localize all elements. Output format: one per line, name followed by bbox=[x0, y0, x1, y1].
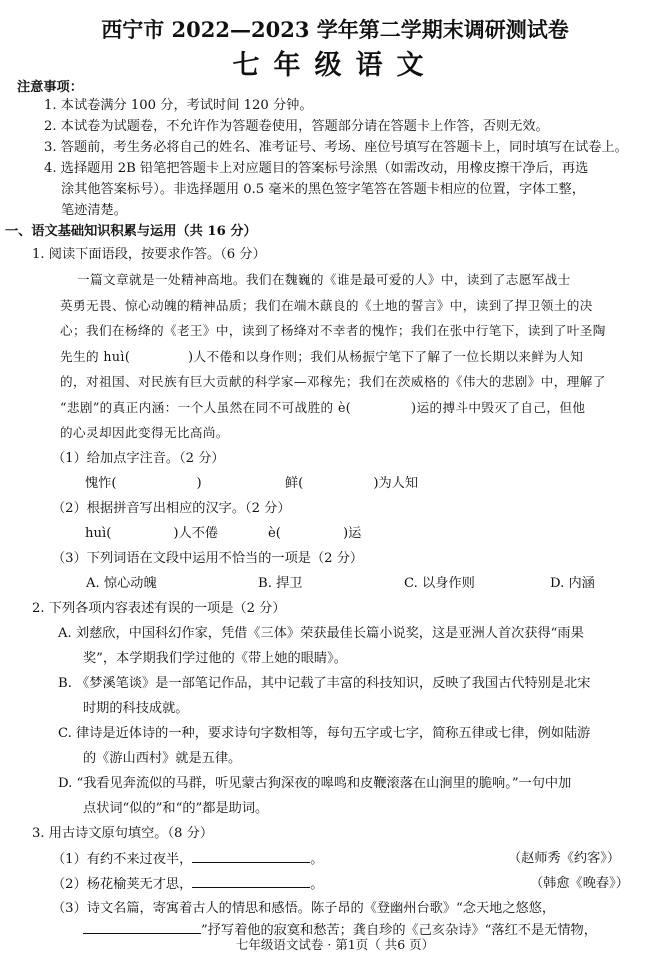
answer-line bbox=[285, 475, 418, 493]
answer-text: )为人知 bbox=[373, 476, 419, 491]
passage-line: 一篇文章就是一处精神高地。我们在魏巍的《谁是最可爱的人》中，读到了志愿军战士 bbox=[77, 272, 571, 287]
option-line: B. 《梦溪笔谈》是一部笔记作品，其中记载了丰富的科技知识，反映了我国古代特别是北宋 bbox=[58, 676, 591, 691]
passage-line: 的，对祖国、对民族有巨大贡献的科学家—邓稼先；我们在茨威格的《伟大的悲剧》中，理解了 bbox=[60, 374, 606, 389]
answer-line bbox=[85, 525, 218, 543]
option-line: 点状词“似的”和“的”都是助词。 bbox=[83, 801, 269, 816]
sub-question: （2）根据拼音写出相应的汉字。（2 分） bbox=[52, 501, 291, 516]
passage-line: 的心灵却因此变得无比高尚。 bbox=[60, 425, 229, 440]
passage-line bbox=[60, 348, 583, 366]
option-b: B. 捍卫 bbox=[258, 576, 303, 591]
fill-text: ”抒写着他的寂寞和愁苦；龚自珍的《己亥杂诗》“落红不是无情物， bbox=[201, 923, 597, 938]
answer-text: )运 bbox=[342, 526, 362, 541]
note-item: 涂其他答案标号）。非选择题用 0.5 毫米的黑色签字笔答在答题卡相应的位置，字体工整， bbox=[61, 182, 585, 197]
fill-text: （1）有约不来过夜半， bbox=[52, 852, 193, 867]
source: （赵师秀《约客》） bbox=[508, 851, 621, 866]
subject-title: 七年级语文 bbox=[232, 50, 438, 81]
option-line: 奖”，本学期我们学过他的《带上她的眼睛》。 bbox=[83, 651, 347, 666]
note-item: 笔迹清楚。 bbox=[61, 203, 127, 218]
passage-text: 人不倦和以身作则；我们从杨振宁笔下了解了一位长期以来鲜为人知 bbox=[193, 349, 584, 364]
fill-text: 。 bbox=[310, 852, 324, 867]
option-d: D. 内涵 bbox=[550, 576, 595, 591]
question-stem: 3. 用古诗文原句填空。（8 分） bbox=[32, 826, 214, 841]
fill-line: （3）诗文名篇，寄寓着古人的情思和感悟。陈子昂的《登幽州台歌》“念天地之悠悠， bbox=[52, 901, 556, 916]
passage-text: 先生的 huì( bbox=[60, 349, 131, 364]
note-item: 1. 本试卷满分 100 分，考试时间 120 分钟。 bbox=[44, 98, 313, 113]
page-footer: 七年级语文试卷 · 第1页（ 共6 页） bbox=[235, 937, 435, 952]
option-c: C. 以身作则 bbox=[404, 576, 475, 591]
passage-text: ) bbox=[188, 349, 194, 364]
section-heading: 一、语文基础知识积累与运用（共 16 分） bbox=[5, 224, 257, 239]
fill-line bbox=[52, 850, 323, 869]
exam-title: 西宁市 2022—2023 学年第二学期末调研测试卷 bbox=[101, 17, 569, 42]
note-item: 3. 答题前，考生务必将自己的姓名、准考证号、考场、座位号填写在答题卡上，同时填写在试卷上。 bbox=[44, 140, 628, 155]
question-stem: 1. 阅读下面语段，按要求作答。（6 分） bbox=[32, 247, 266, 262]
answer-blank[interactable] bbox=[83, 921, 201, 934]
answer-line bbox=[268, 525, 361, 543]
option-line: 时期的科技成就。 bbox=[83, 701, 189, 716]
option-line: 的《游山西村》就是五律。 bbox=[83, 751, 242, 766]
sub-question: （1）给加点字注音。（2 分） bbox=[52, 451, 225, 466]
passage-line: 英勇无畏、惊心动魄的精神品质；我们在端木蕻良的《土地的誓言》中，读到了捍卫领土的决 bbox=[60, 298, 593, 313]
option-line: D. “我看见奔流似的马群，听见蒙古狗深夜的嗥鸣和皮鞭滚落在山涧里的脆响。”一句中加 bbox=[58, 776, 572, 791]
passage-text: ) bbox=[411, 400, 417, 415]
answer-line bbox=[85, 475, 202, 493]
passage-line bbox=[60, 399, 585, 417]
answer-text: 愧怍( bbox=[85, 476, 117, 491]
passage-text: 运的搏斗中毁灭了自己，但他 bbox=[416, 400, 586, 415]
answer-text: 鲜( bbox=[285, 476, 304, 491]
fill-line bbox=[52, 875, 323, 894]
answer-blank[interactable] bbox=[192, 850, 310, 863]
answer-text: huì( bbox=[85, 526, 112, 541]
fill-text: （2）杨花榆荚无才思， bbox=[52, 877, 193, 892]
passage-text: “悲剧”的真正内涵：一个人虽然在同不可战胜的 è( bbox=[60, 400, 352, 415]
option-line: A. 刘慈欣，中国科幻作家，凭借《三体》荣获最佳长篇小说奖，这是亚洲人首次获得“雨果 bbox=[58, 626, 584, 641]
option-a: A. 惊心动魄 bbox=[86, 576, 157, 591]
sub-question: （3）下列词语在文段中运用不恰当的一项是（2 分） bbox=[52, 551, 364, 566]
answer-text: è( bbox=[268, 526, 281, 541]
source: （韩愈《晚春》） bbox=[530, 876, 629, 891]
answer-text: ) bbox=[196, 476, 202, 491]
answer-text: )人不倦 bbox=[173, 526, 219, 541]
answer-blank[interactable] bbox=[192, 875, 310, 888]
note-item: 4. 选择题用 2B 铅笔把答题卡上对应题目的答案标号涂黑（如需改动，用橡皮擦干净后，再选 bbox=[44, 161, 589, 176]
fill-text: 。 bbox=[310, 877, 324, 892]
option-line: C. 律诗是近体诗的一种，要求诗句字数相等，每句五字或七字，简称五律或七律，例如陆游 bbox=[58, 726, 591, 741]
question-stem: 2. 下列各项内容表述有误的一项是（2 分） bbox=[32, 601, 286, 616]
passage-line: 心；我们在杨绛的《老王》中，读到了杨绛对不幸者的愧怍；我们在张中行笔下，读到了叶圣陶 bbox=[60, 323, 606, 338]
notes-heading: 注意事项： bbox=[17, 80, 83, 95]
note-item: 2. 本试卷为试题卷，不允许作为答题卷使用，答题部分请在答题卡上作答，否则无效。 bbox=[44, 119, 549, 134]
